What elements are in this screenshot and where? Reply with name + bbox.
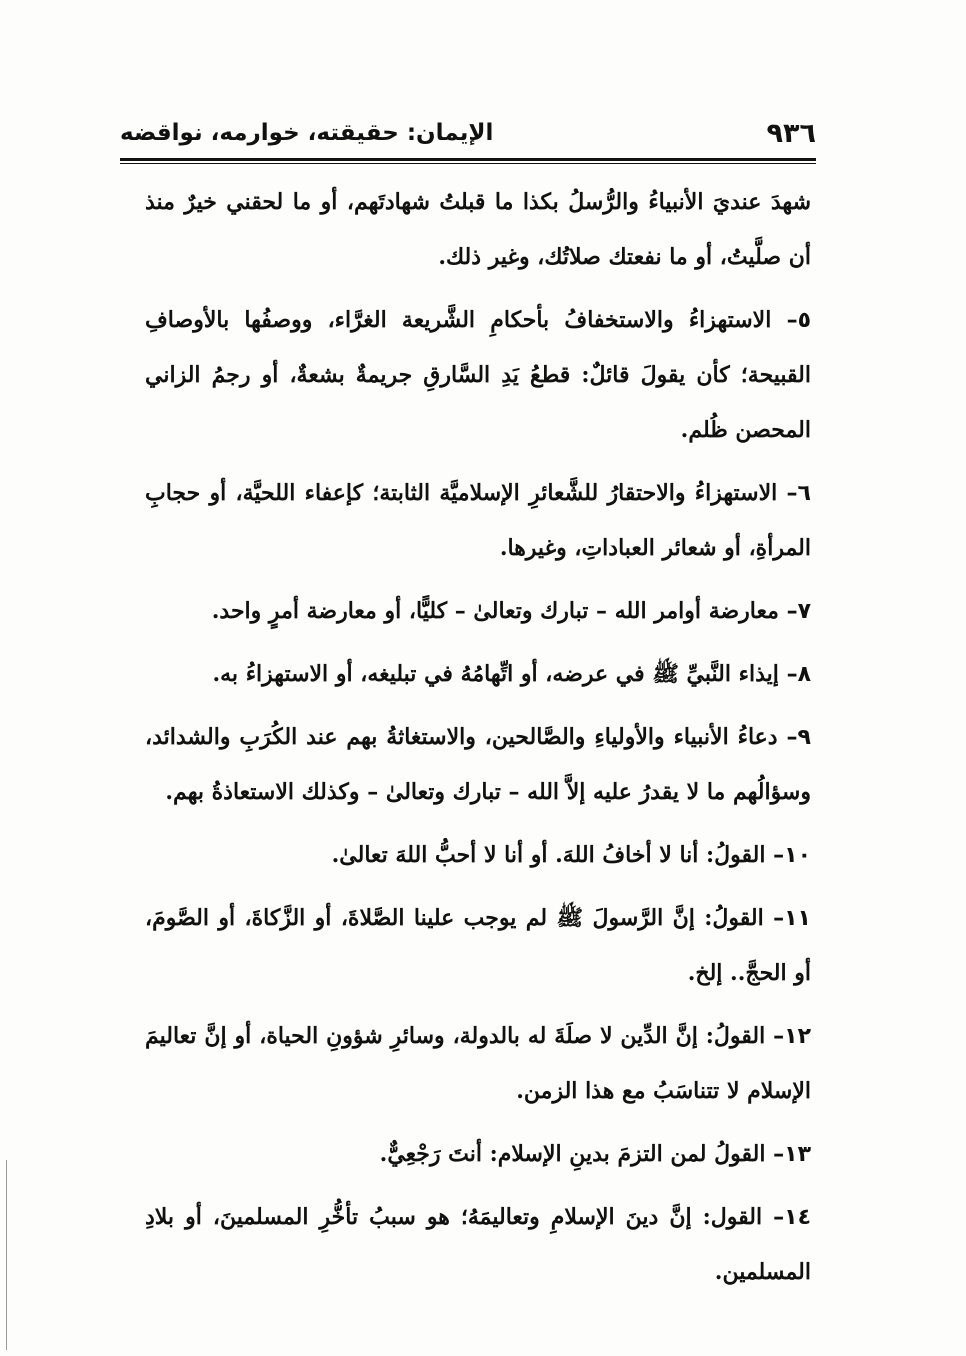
page-number: ٩٣٦ [766, 118, 816, 149]
paragraph-text: القولُ: إنَّ الرَّسولَ ﷺ لم يوجب علينا الصَّلاةَ، أو الزَّكاةَ، أو الصَّومَ، أو الحجَّ.. إلخ. [145, 905, 811, 986]
paragraph-text: دعاءُ الأنبياء والأولياءِ والصَّالحين، والاستغاثةُ بهم عند الكُرَبِ والشدائد، وسؤالُهم ما لا يقدرُ عليه إلاَّ الله – تبارك وتعالىٰ – وكذلك الاستعاذةُ بهم. [145, 724, 811, 805]
list-item-13 [145, 1127, 811, 1182]
list-item-8 [145, 647, 811, 702]
item-number: ٥– [786, 308, 811, 333]
page-header [120, 118, 816, 158]
item-number: ١١– [773, 906, 811, 931]
running-title: الإيمان: حقيقته، خوارمه، نواقضه [120, 120, 494, 146]
paragraph-text: إيذاء النَّبيِّ ﷺ في عرضه، أو اتِّهامُهُ في تبليغه، أو الاستهزاءُ به. [212, 661, 779, 687]
list-item-11 [145, 891, 811, 1001]
list-item-14 [145, 1190, 811, 1300]
paragraph-text: القولُ: إنَّ الدِّين لا صلَةَ له بالدولة، وسائرِ شؤونِ الحياة، أو إنَّ تعاليمَ الإسلام لا تتناسَبُ مع هذا الزمن. [145, 1023, 811, 1104]
paragraph-text: القول: إنَّ دينَ الإسلامِ وتعاليمَهُ؛ هو سببُ تأخُّرِ المسلمينَ، أو بلادِ المسلمين. [145, 1204, 811, 1285]
item-number: ١٠– [773, 843, 811, 868]
list-item-7 [145, 584, 811, 639]
paragraph-text: معارضة أوامر الله – تبارك وتعالىٰ – كليًّا، أو معارضة أمرٍ واحد. [211, 598, 779, 624]
list-item-10 [145, 828, 811, 883]
item-number: ٩– [786, 725, 811, 750]
item-number: ٧– [786, 599, 811, 624]
item-number: ٨– [786, 662, 811, 687]
list-item-5 [145, 293, 811, 458]
body-text [145, 175, 811, 1308]
item-number: ١٤– [773, 1205, 811, 1230]
paragraph-text: شهدَ عنديَ الأنبياءُ والرُّسلُ بكذا ما قبلتُ شهادتَهم، أو ما لحقني خيرٌ منذ أن صلَّيتُ، أو ما نفعتك صلاتُك، وغير ذلك. [145, 189, 811, 270]
list-item-6 [145, 466, 811, 576]
list-item-9 [145, 710, 811, 820]
paragraph-text: القولُ لمن التزمَ بدينِ الإسلام: أنتَ رَجْعِيٌّ. [379, 1141, 766, 1167]
paragraph-text: الاستهزاءُ والاستخفافُ بأحكامِ الشَّريعة الغرَّاء، ووصفُها بالأوصافِ القبيحة؛ كأن يقولَ قائلٌ: قطعُ يَدِ السَّارقِ جريمةٌ بشعةٌ، أو رجمُ الزاني المحصن ظُلم. [145, 307, 811, 443]
scan-edge-line [6, 1160, 7, 1350]
paragraph-text: القولُ: أنا لا أخافُ اللهَ. أو أنا لا أحبُّ اللهَ تعالىٰ. [331, 842, 766, 868]
header-rule [120, 158, 816, 164]
item-number: ١٢– [773, 1024, 811, 1049]
paragraph-continuation [145, 175, 811, 285]
list-item-12 [145, 1009, 811, 1119]
paragraph-text: الاستهزاءُ والاحتقارُ للشَّعائرِ الإسلاميَّة الثابتة؛ كإعفاء اللحيَّة، أو حجابِ المرأةِ، أو شعائر العباداتِ، وغيرها. [145, 480, 811, 561]
item-number: ١٣– [773, 1142, 811, 1167]
item-number: ٦– [786, 481, 811, 506]
